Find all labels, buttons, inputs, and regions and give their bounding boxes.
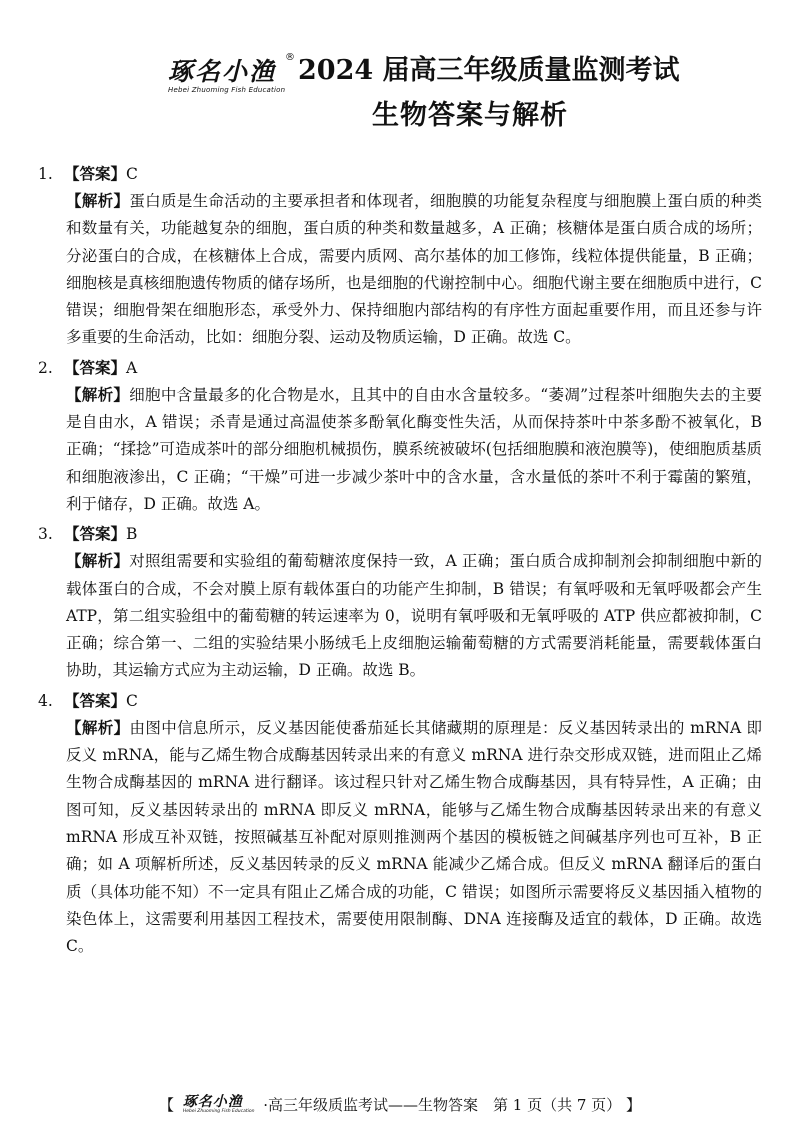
explanation-tag: 【解析】 xyxy=(66,551,130,571)
explanation-paragraph xyxy=(38,714,762,961)
answer-line xyxy=(38,520,762,547)
explanation-text: 蛋白质是生命活动的主要承担者和体现者，细胞膜的功能复杂程度与细胞膜上蛋白质的种类和数量有关，功能越复杂的细胞，蛋白质的种类和数量越多，A 正确；核糖体是蛋白质合成的场所；分泌蛋白的合成，在核糖体上合成，需要内质网、高尔基体的加工修饰，线粒体提供能量，B 正确；细胞核是真核细胞遗传物质的储存场所，也是细胞的代谢控制中心。细胞代谢主要在细胞质中进行，C 错误；细胞骨架在细胞形态，承受外力、保持细胞内部结构的有序性方面起重要作用，而且还参与许多重要的生命活动，比如：细胞分裂、运动及物质运输，D 正确。故选 C。 xyxy=(66,192,762,347)
page-footer xyxy=(0,1094,800,1124)
question-item xyxy=(38,687,762,961)
explanation-tag: 【解析】 xyxy=(66,384,130,404)
answer-tag: 【答案】 xyxy=(64,690,127,710)
footer-logo xyxy=(183,1095,255,1115)
explanation-tag: 【解析】 xyxy=(66,717,130,737)
explanation-text: 细胞中含量最多的化合物是水，且其中的自由水含量较多。“萎凋”过程茶叶细胞失去的主要是自由水，A 错误；杀青是通过高温使茶多酚氧化酶变性失活，从而保持茶叶中茶多酚不被氧化，B 正确；“揉捻”可造成茶叶的部分细胞机械损伤，膜系统被破坏(包括细胞膜和液泡膜等)，使细胞质基质和细胞液渗出，C 正确；“干燥”可进一步减少茶叶中的含水量，含水量低的茶叶不利于霉菌的繁殖，利于储存，D 正确。故选 A。 xyxy=(66,385,762,513)
question-item xyxy=(38,520,762,684)
question-number: 1. xyxy=(38,165,53,183)
registered-mark: ® xyxy=(285,52,295,63)
brand-logo xyxy=(168,52,296,94)
explanation-text: 由图中信息所示，反义基因能使番茄延长其储藏期的原理是：反义基因转录出的 mRNA 即反义 mRNA，能与乙烯生物合成酶基因转录出来的有意义 mRNA 进行杂交形成双链，进而阻止乙烯生物合成酶基因的 mRNA 进行翻译。该过程只针对乙烯生物合成酶基因，具有特异性，A 正确；由图可知，反义基因转录出的 mRNA 即反义 mRNA，能够与乙烯生物合成酶基因转录出来的有意义 mRNA 形成互补双链，按照碱基互补配对原则推测两个基因的模板链之间碱基序列也可互补，B 正确；如 A 项解析所述，反义基因转录的反义 mRNA 能减少乙烯合成。但反义 mRNA 翻译后的蛋白质（具体功能不知）不一定具有阻止乙烯合成的功能，C 错误；如图所示需要将反义基因插入植物的染色体上，这需要利用基因工程技术，需要使用限制酶、DNA 连接酶及适宜的载体，D 正确。故选 C。 xyxy=(66,718,762,956)
logo-chinese-name: 琢名小渔 xyxy=(168,57,277,86)
answer-tag: 【答案】 xyxy=(64,524,127,544)
answer-value: A xyxy=(126,358,138,377)
answer-value: B xyxy=(126,525,138,544)
footer-bracket-open: 【 xyxy=(159,1096,175,1114)
explanation-paragraph xyxy=(38,381,762,518)
explanation-paragraph xyxy=(38,187,762,352)
answer-line xyxy=(38,354,762,381)
exam-title: 2024 届高三年级质量监测考试 xyxy=(298,55,680,86)
footer-logo-chinese: 琢名小渔 xyxy=(182,1093,243,1110)
answer-value: C xyxy=(126,165,138,183)
answer-tag: 【答案】 xyxy=(64,164,127,183)
logo-english-name: Hebei Zhuoming Fish Education xyxy=(168,86,286,94)
explanation-text: 对照组需要和实验组的葡萄糖浓度保持一致，A 正确；蛋白质合成抑制剂会抑制细胞中新的载体蛋白的合成，不会对膜上原有载体蛋白的功能产生抑制，B 错误；有氧呼吸和无氧呼吸都会产生 ATP，第二组实验组中的葡萄糖的转运速率为 0，说明有氧呼吸和无氧呼吸的 ATP 供应都被抑制，C 正确；综合第一、二组的实验结果小肠绒毛上皮细胞运输葡萄糖的方式需要消耗能量，需要载体蛋白协助，其运输方式应为主动运输，D 正确。故选 B。 xyxy=(66,552,762,680)
explanation-paragraph xyxy=(38,547,762,684)
question-item xyxy=(38,354,762,518)
document-subtitle: 生物答案与解析 xyxy=(372,100,568,131)
question-item xyxy=(38,160,762,352)
answer-line xyxy=(38,687,762,714)
question-number: 3. xyxy=(38,525,53,544)
answer-tag: 【答案】 xyxy=(64,357,127,377)
question-number: 4. xyxy=(38,691,53,710)
footer-text: ·高三年级质监考试——生物答案 第 1 页（共 7 页） xyxy=(263,1096,622,1114)
question-number: 2. xyxy=(38,358,53,377)
footer-logo-english: Hebei Zhuoming Fish Education xyxy=(182,1108,255,1114)
answer-line xyxy=(38,160,762,187)
answer-value: C xyxy=(126,691,138,710)
footer-bracket-close: 】 xyxy=(625,1096,641,1114)
answer-list xyxy=(38,160,762,962)
explanation-tag: 【解析】 xyxy=(66,191,130,210)
page-header xyxy=(0,38,800,138)
